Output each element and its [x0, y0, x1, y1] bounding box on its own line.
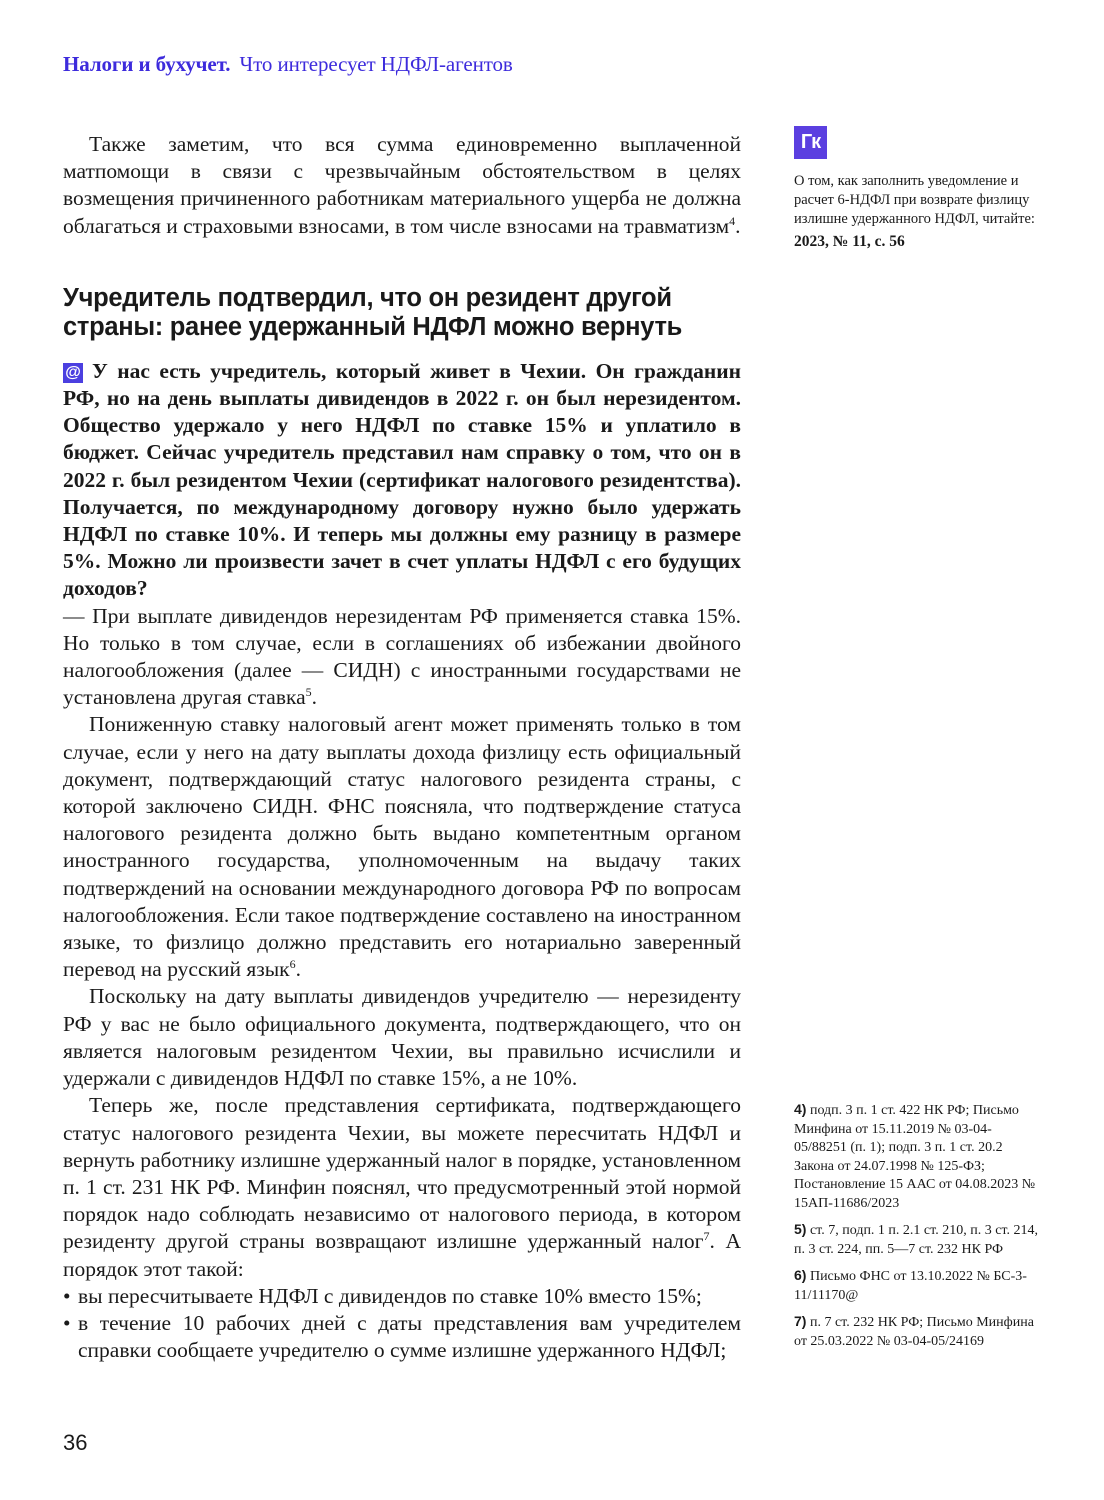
running-head [63, 52, 513, 77]
page-number: 36 [63, 1430, 88, 1455]
footnote-ref[interactable]: 4 [729, 213, 736, 228]
list-item: • вы пересчитываете НДФЛ с дивидендов по ставке 10% вместо 15%; [63, 1283, 741, 1310]
main-column [63, 131, 741, 1364]
answer-paragraph: Поскольку на дату выплаты дивидендов учредителю — нерезиденту РФ у вас не было официального документа, подтверждающего, что он является налоговым резидентом Чехии, вы правильно исчислили и удержали с дивидендов НДФЛ по ставке 15%, а не 10%. [63, 984, 741, 1091]
footnote-5: 5) ст. 7, подп. 1 п. 2.1 ст. 210, п. 3 ст. 214, п. 3 ст. 224, пп. 5—7 ст. 232 НК РФ [794, 1221, 1038, 1257]
side-reference-issue[interactable]: 2023, № 11, с. 56 [794, 233, 905, 250]
answer-paragraph: Теперь же, после представления сертификата, подтверждающего статус налогового резидента Чехии, вы можете пересчитать НДФЛ и вернуть работнику излишне удержанный налог в порядке, установленном п. 1 ст. 231 НК РФ. Минфин пояснял, что предусмотренный этой нормой порядок надо соблюдать независимо от налогового периода, в котором резиденту другой страны возвращают излишне удержанный налог$^7$. А порядок этот такой: [63, 1093, 741, 1281]
running-head-topic: Что интересует НДФЛ-агентов [239, 52, 513, 76]
procedure-list [63, 1283, 741, 1365]
footnote-6: 6) Письмо ФНС от 13.10.2022 № БС-3-11/11170@ [794, 1267, 1027, 1303]
running-head-section: Налоги и бухучет. [63, 52, 231, 76]
at-sign-icon: @ [63, 363, 83, 383]
intro-paragraph: Также заметим, что вся сумма единовременно выплаченной матпомощи в связи с чрезвычайным обстоятельством в целях возмещения причиненного работникам материального ущерба не должна облагаться и страховыми взносами, в том числе взносами на травматизм$^4$. [63, 132, 741, 238]
answer-paragraph: — При выплате дивидендов нерезидентам РФ применяется ставка 15%. Но только в том случае, если в соглашениях об избежании двойного налогообложения (далее — СИДН) с иностранными государствами не установлена другая ставка$^5$. [63, 603, 741, 710]
footnote-7: 7) п. 7 ст. 232 НК РФ; Письмо Минфина от 25.03.2022 № 03-04-05/24169 [794, 1313, 1034, 1349]
answer-paragraph: Пониженную ставку налоговый агент может применять только в том случае, если у него на дату выплаты дохода физлицу есть официальный документ, подтверждающий статус налогового резидента страны, с которой заключено СИДН. ФНС поясняла, что подтверждение статуса налогового резидента должно быть выдано компетентным органом иностранного государства, уполномоченным на выдачу таких подтверждений на основании международного договора РФ по вопросам налогообложения. Если такое подтверждение составлено на иностранном языке, то физлицо должно представить его нотариально заверенный перевод на русский язык$^6$. [63, 712, 741, 982]
side-reference-text: О том, как заполнить уведомление и расчет 6-НДФЛ при возврате физлицу излишне удержанного НДФЛ, читайте: [794, 173, 1035, 227]
gk-logo-icon: Гк [794, 126, 827, 159]
footnotes [794, 1100, 1044, 1358]
footnote-ref[interactable]: 5 [305, 685, 312, 700]
footnote-ref[interactable]: 7 [703, 1229, 710, 1244]
footnote-ref[interactable]: 6 [289, 957, 296, 972]
side-reference [794, 126, 1044, 251]
footnote-4: 4) подп. 3 п. 1 ст. 422 НК РФ; Письмо Минфина от 15.11.2019 № 03-04-05/88251 (п. 1); подп. 3 п. 1 ст. 20.2 Закона от 24.07.1998 № 125-ФЗ; Постановление 15 ААС от 04.08.2023 № 15АП-11686/2023 [794, 1101, 1036, 1211]
list-item: • в течение 10 рабочих дней с даты представления вам учредителем справки сообщаете учредителю о сумме излишне удержанного НДФЛ; [63, 1310, 741, 1364]
reader-question: @ У нас есть учредитель, который живет в Чехии. Он гражданин РФ, но на день выплаты дивидендов в 2022 г. он был нерезидентом. Общество удержало у него НДФЛ по ставке 15% и уплатило в бюджет. Сейчас учредитель представил нам справку о том, что он в 2022 г. был резидентом Чехии (сертификат налогового резидентства). Получается, по международному договору нужно было удержать НДФЛ по ставке 10%. И теперь мы должны ему разницу в размере 5%. Можно ли произвести зачет в счет уплаты НДФЛ с его будущих доходов? [63, 358, 741, 601]
article-heading: Учредитель подтвердил, что он резидент другой страны: ранее удержанный НДФЛ можно вернуть [63, 283, 683, 341]
